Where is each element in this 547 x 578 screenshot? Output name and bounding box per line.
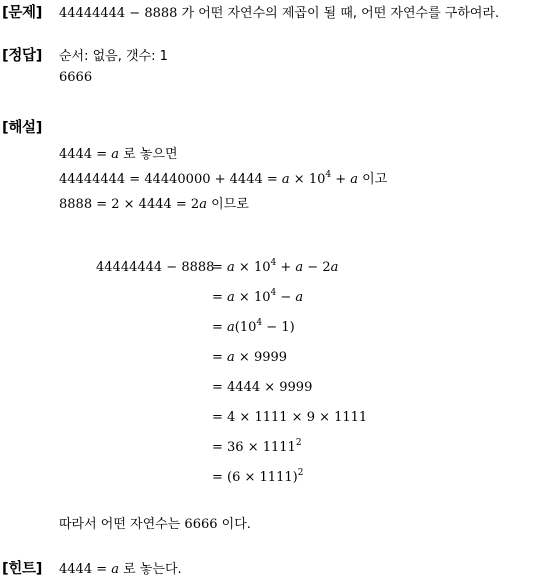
derivation-row xyxy=(212,410,367,425)
variable-a: a xyxy=(350,172,359,187)
derivation-row xyxy=(212,350,287,365)
explanation-line-2-text: 이고 xyxy=(358,172,388,187)
derivation-prefix: = (6 × 1111) xyxy=(212,470,298,485)
explanation-line-2-math: 44444444 = 44440000 + 4444 = xyxy=(59,172,282,187)
derivation-prefix: = xyxy=(212,320,228,335)
hint-statement: 로 놓는다. xyxy=(119,562,182,577)
explanation-line-1 xyxy=(59,143,178,162)
derivation-middle: × 10 xyxy=(234,290,271,305)
derivation-middle: (10 xyxy=(234,320,257,335)
derivation-row xyxy=(212,380,312,395)
derivation-row xyxy=(212,320,295,335)
variable-a: a xyxy=(199,197,207,212)
explanation-label: [해설] xyxy=(2,120,43,136)
derivation-prefix: = xyxy=(212,350,228,365)
derivation-post: − xyxy=(276,290,296,305)
derivation-post: − 1) xyxy=(262,320,295,335)
problem-label: [문제] xyxy=(2,5,43,21)
derivation-prefix: = 4444 × 9999 xyxy=(212,380,313,395)
variable-a: a xyxy=(227,290,235,305)
variable-a: a xyxy=(227,260,235,275)
explanation-line-1-text: 로 놓으면 xyxy=(119,147,178,162)
problem-expression: 44444444 − 8888 xyxy=(59,6,178,21)
derivation-post: + xyxy=(276,260,296,275)
variable-a: a xyxy=(111,562,120,577)
explanation-line-2 xyxy=(59,168,387,187)
derivation-prefix: = xyxy=(212,290,228,305)
exponent: 4 xyxy=(256,318,263,328)
variable-a: a xyxy=(111,147,120,162)
variable-a: a xyxy=(281,172,290,187)
problem-text xyxy=(59,2,499,21)
answer-info: 순서: 없음, 갯수: 1 xyxy=(59,49,168,64)
plus-sign: + xyxy=(331,172,351,187)
explanation-line-3-text: 이므로 xyxy=(206,197,249,212)
explanation-line-3 xyxy=(59,193,249,212)
answer-value: 6666 xyxy=(59,70,93,85)
conclusion-number: 6666 xyxy=(184,517,218,532)
derivation-lhs: 44444444 − 8888 xyxy=(96,260,215,275)
derivation-prefix: = xyxy=(212,260,228,275)
derivation-row xyxy=(212,440,302,455)
exponent: 4 xyxy=(325,170,332,180)
exponent: 2 xyxy=(295,438,302,448)
explanation-line-1-math: 4444 = xyxy=(59,147,112,162)
answer-label: [정답] xyxy=(2,48,43,64)
exponent: 4 xyxy=(270,258,277,268)
derivation-middle: × 9999 xyxy=(234,350,288,365)
variable-a: a xyxy=(227,320,235,335)
variable-a: a xyxy=(227,350,235,365)
variable-a: a xyxy=(295,290,304,305)
conclusion xyxy=(59,513,251,532)
conclusion-text: 따라서 어떤 자연수는 xyxy=(59,517,185,532)
derivation-prefix: = 36 × 1111 xyxy=(212,440,296,455)
explanation-line-3-math: 8888 = 2 × 4444 = 2 xyxy=(59,197,200,212)
derivation-row xyxy=(212,260,338,275)
derivation-row xyxy=(212,290,303,305)
derivation-tail: − 2 xyxy=(303,260,331,275)
variable-a: a xyxy=(295,260,304,275)
exponent: 4 xyxy=(270,288,277,298)
hint-math: 4444 = xyxy=(59,562,112,577)
variable-a: a xyxy=(330,260,339,275)
derivation-row xyxy=(212,470,303,485)
derivation-prefix: = 4 × 1111 × 9 × 1111 xyxy=(212,410,368,425)
derivation-middle: × 10 xyxy=(234,260,271,275)
problem-statement: 가 어떤 자연수의 제곱이 될 때, 어떤 자연수를 구하여라. xyxy=(177,6,500,21)
hint-text xyxy=(59,558,182,577)
exponent: 2 xyxy=(297,468,304,478)
times-ten: × 10 xyxy=(289,172,326,187)
conclusion-end: 이다. xyxy=(217,517,251,532)
hint-label: [힌트] xyxy=(2,561,43,577)
